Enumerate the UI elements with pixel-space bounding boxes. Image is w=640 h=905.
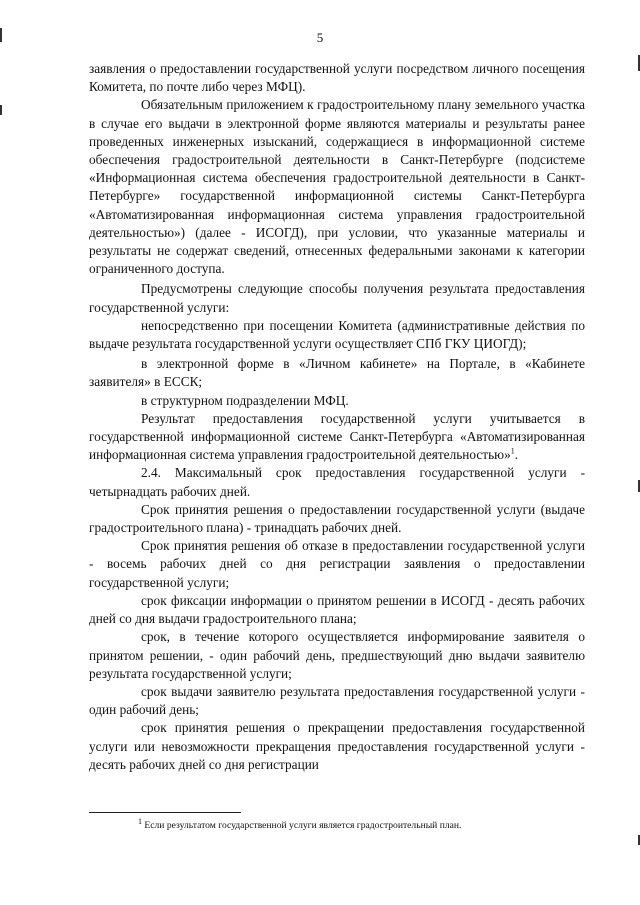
footnote-text: Если результатом государственной услуги является градостроительный план. (144, 820, 462, 831)
paragraph: Срок принятия решения об отказе в предоставлении государственной услуги - восемь рабочих дней со дня регистрации заявления о предоставлении государственной услуги; (89, 538, 585, 590)
footnote-reference: 1 (510, 446, 515, 456)
scan-edge-mark (0, 105, 2, 115)
paragraph: срок выдачи заявителю результата предоставления государственной услуги - один рабочий день; (89, 683, 585, 718)
paragraph: Срок принятия решения о предоставлении государственной услуги (выдаче градостроительного плана) - тринадцать рабочих дней. (89, 501, 585, 536)
page-number: 5 (316, 30, 324, 45)
paragraph-with-footnote (89, 410, 585, 465)
footnote-divider (89, 812, 241, 813)
paragraph: срок принятия решения о прекращении предоставления государственной услуги или невозможности прекращения предоставления государственной услуги - десять рабочих дней со дня регистрации (89, 720, 585, 772)
footnote-marker: 1 (138, 816, 142, 826)
paragraph: в электронной форме в «Личном кабинете» на Портале, в «Кабинете заявителя» в ЕССК; (89, 356, 585, 390)
paragraph: срок фиксации информации о принятом решении в ИСОГД - десять рабочих дней со дня выдачи градостроительного плана; (89, 592, 585, 627)
paragraph: в структурном подразделении МФЦ. (141, 392, 349, 408)
paragraph: непосредственно при посещении Комитета (административные действия по выдаче результата государственной услуги осуществляет СПб ГКУ ЦИОГД); (89, 317, 585, 352)
paragraph: заявления о предоставлении государственной услуги посредством личного посещения Комитета, по почте либо через МФЦ). (89, 61, 585, 95)
paragraph-tail: . (514, 447, 519, 463)
footnote (138, 816, 578, 832)
paragraph: Обязательным приложением к градостроительному плану земельного участка в случае его выдачи в электронной форме являются материалы и результаты ранее проведенных инженерных изысканий, содержащиеся в информационной системе обеспечения градостроительной деятельности в Санкт-Петербурге (подсистеме «Информационная система обеспечения градостроительной деятельности в Санкт-Петербурге» государственной информационной системы Санкт-Петербурга «Автоматизированная информационная система управления градостроительной деятельностью») (далее - ИСОГД), при условии, что указанные материалы и результаты не содержат сведений, отнесенных федеральными законами к категории ограниченного доступа. (89, 97, 585, 277)
scan-edge-mark (0, 28, 2, 42)
document-body (89, 60, 585, 774)
paragraph-text: Результат предоставления государственной услуги учитывается в государственной информационной системе Санкт-Петербурга «Автоматизированная информационная система управления градостроительной деятельностью» (89, 410, 585, 463)
paragraph: Предусмотрены следующие способы получения результата предоставления государственной услуги: (89, 281, 585, 315)
paragraph: срок, в течение которого осуществляется информирование заявителя о принятом решении, - один рабочий день, предшествующий дню выдачи заявителю результата государственной услуги; (89, 629, 585, 681)
section-paragraph: 2.4. Максимальный срок предоставления государственной услуги - четырнадцать рабочих дней. (89, 465, 585, 499)
